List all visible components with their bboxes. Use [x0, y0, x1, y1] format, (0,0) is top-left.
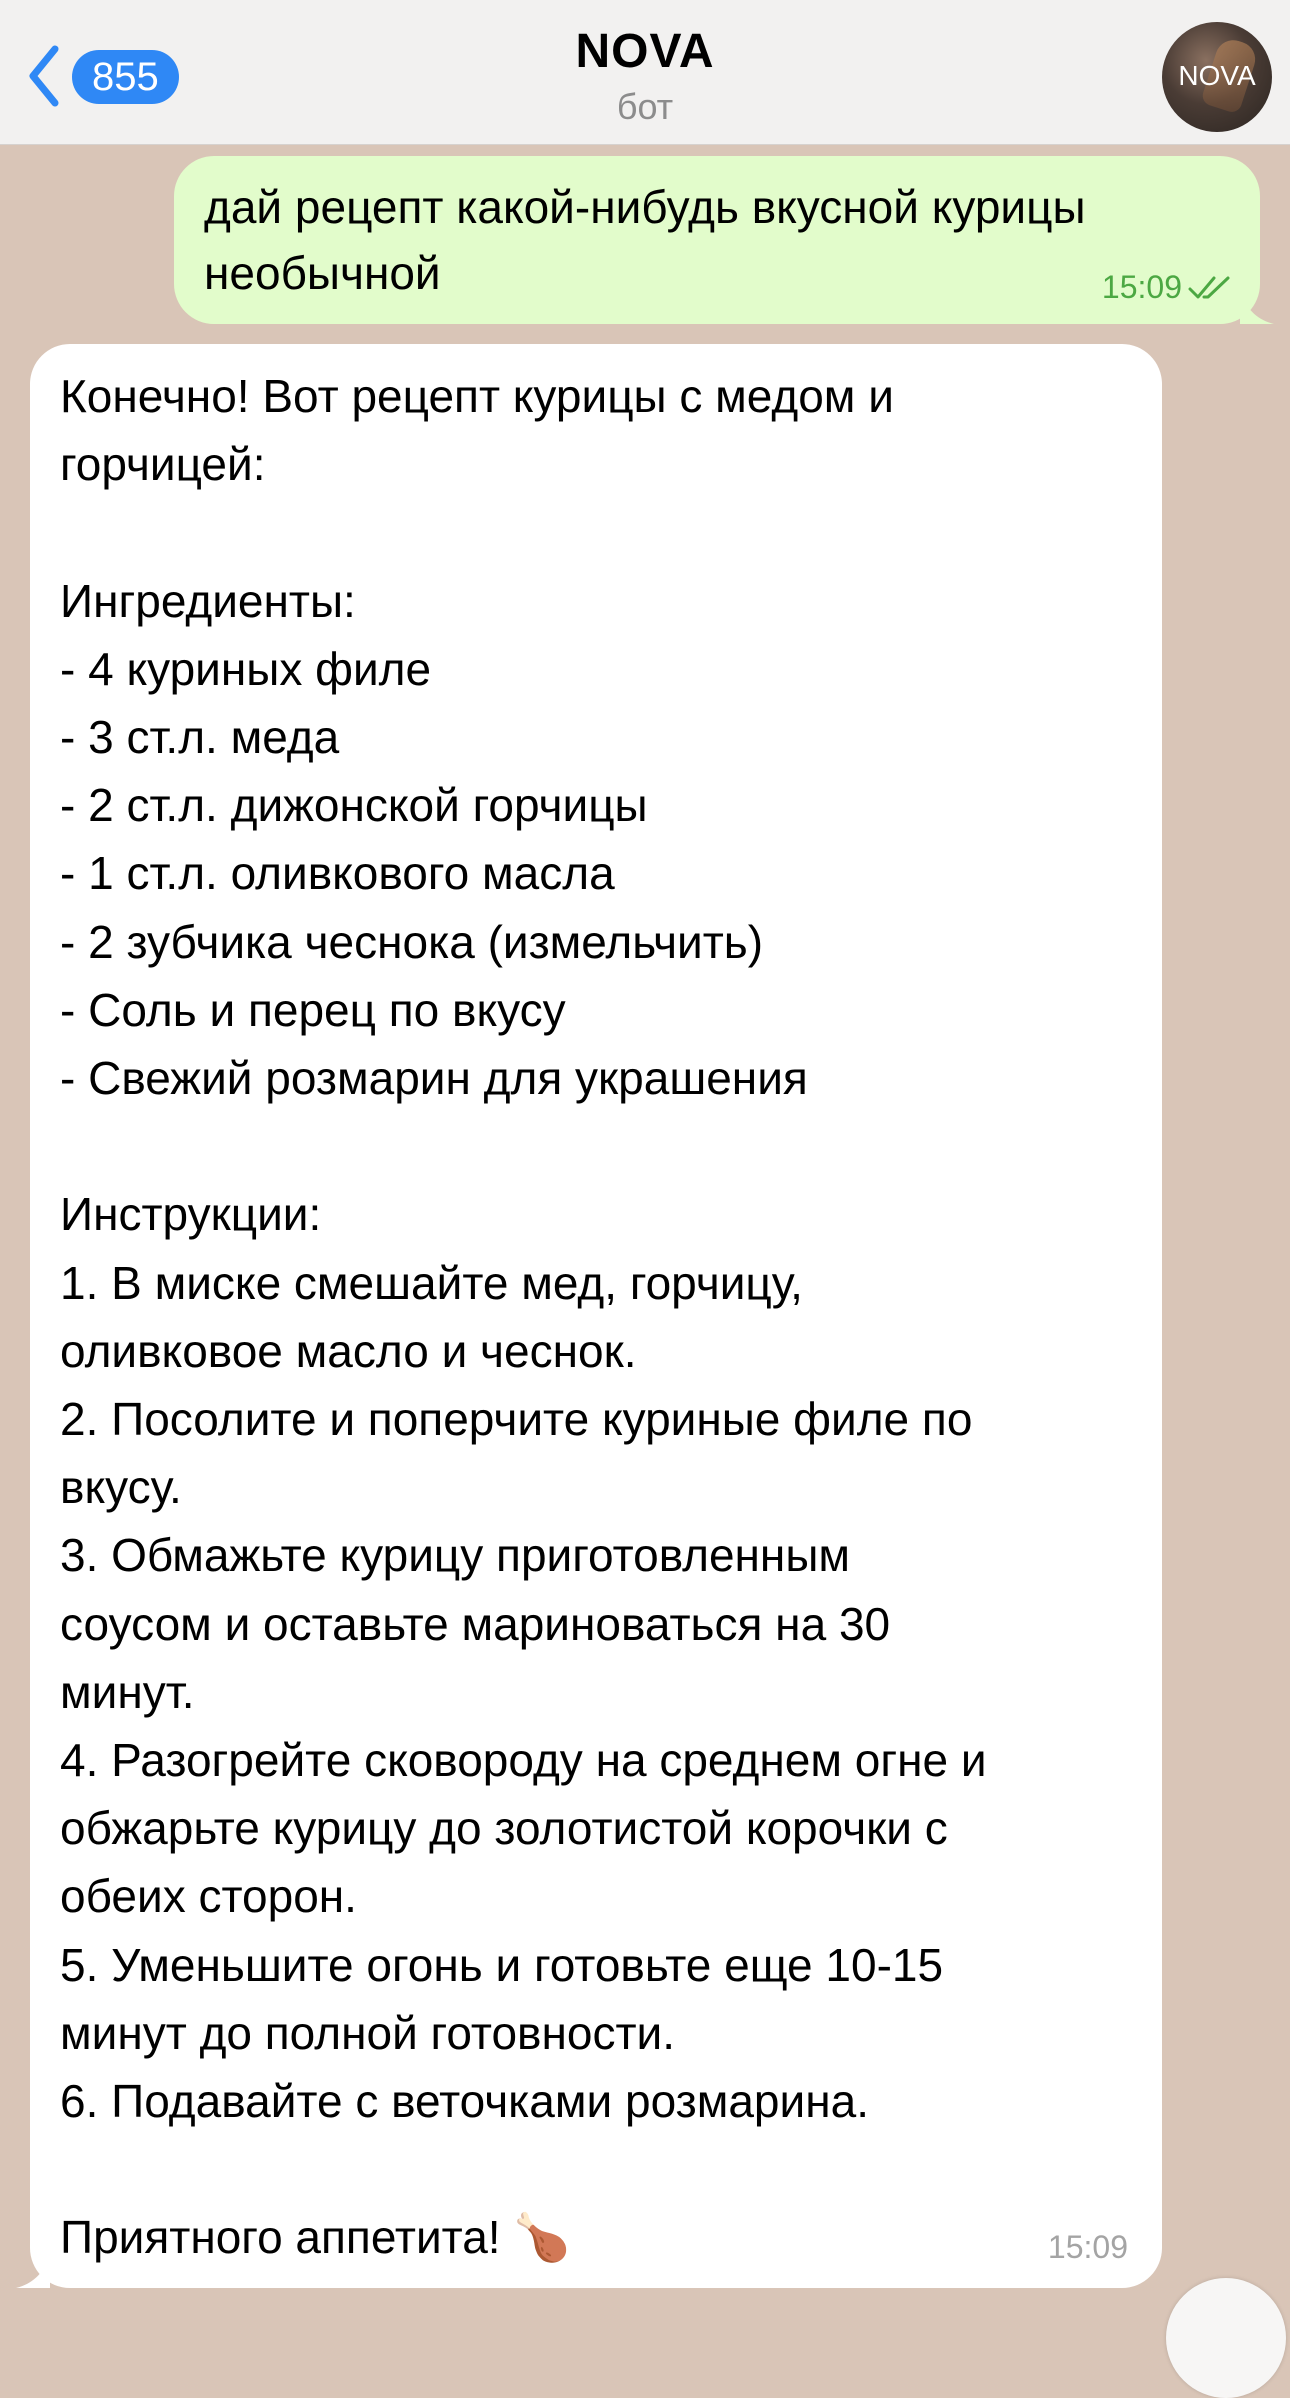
- message-text: дай рецепт какой-нибудь вкусной курицы необычной: [204, 181, 1099, 299]
- bubble-tail: [16, 2254, 50, 2288]
- double-check-icon: [1188, 274, 1234, 302]
- chat-subtitle: бот: [616, 86, 674, 127]
- message-text: Конечно! Вот рецепт курицы с медом и горчицей: Ингредиенты: - 4 куриных филе - 3 ст.л. меда - 2 ст.л. дижонской горчицы - 1 ст.л. оливкового масла - 2 зубчика чеснока (измельчить) - Соль и перец по вкусу - Свежий розмарин для украшения Инструкции: 1. В миске смешайте мед, горчицу, оливковое масло и чеснок. 2. Посолите и поперчите куриные филе по вкусу. 3. Обмажьте курицу приготовленным соусом и оставьте мариноваться на 30 минут. 4. Разогрейте сковороду на среднем огне и обжарьте курицу до золотистой корочки с обеих сторон. 5. Уменьшите огонь и готовьте еще 10-15 минут до полной готовности. 6. Подавайте с веточками розмарина. Приятного аппетита! 🍗: [60, 370, 987, 2264]
- message-time: 15:09: [1101, 269, 1182, 305]
- outgoing-message[interactable]: [174, 156, 1260, 324]
- unread-count-badge[interactable]: 855: [72, 50, 179, 104]
- incoming-message[interactable]: [30, 344, 1162, 2288]
- avatar[interactable]: [1162, 22, 1272, 132]
- chat-header: [0, 0, 1290, 145]
- bubble-tail: [1240, 290, 1274, 324]
- message-meta: [1102, 269, 1234, 306]
- scroll-down-button[interactable]: [1166, 2278, 1286, 2398]
- avatar-label: NOVA: [1178, 60, 1256, 91]
- chat-title[interactable]: NOVA: [575, 25, 715, 78]
- message-time: 15:09: [1047, 2229, 1128, 2265]
